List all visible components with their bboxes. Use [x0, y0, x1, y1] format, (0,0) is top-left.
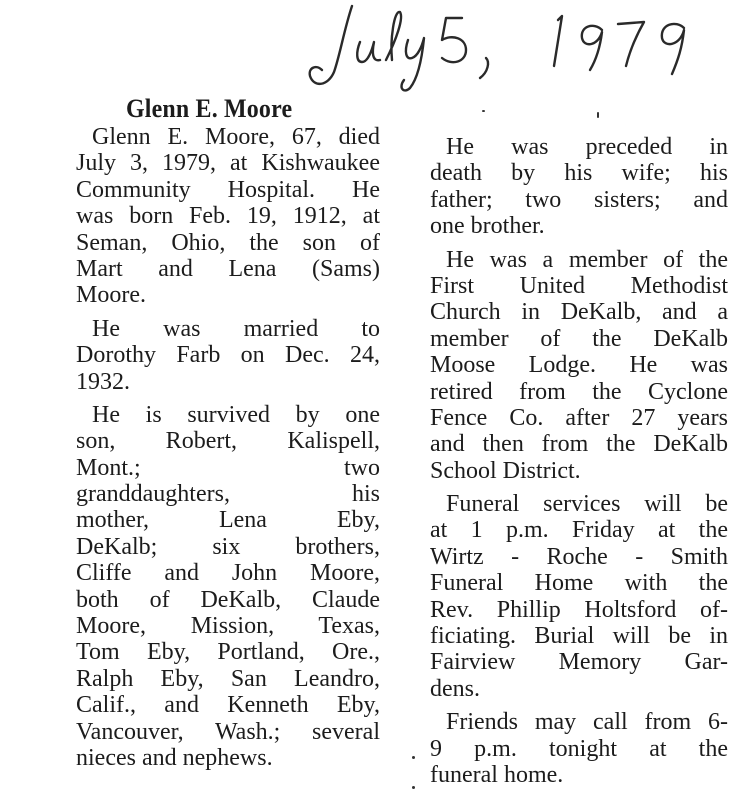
- text-line: Moore.: [76, 282, 146, 309]
- text-line: Ralph Eby, San Leandro,: [76, 665, 380, 692]
- text-line: DeKalb; six brothers,: [76, 533, 380, 560]
- text-line: member of the DeKalb: [430, 325, 728, 352]
- text-line: both of DeKalb, Claude: [76, 586, 380, 613]
- text-line: He was a member of the: [446, 246, 728, 273]
- text-line: and then from the DeKalb: [430, 431, 728, 458]
- text-line: son, Robert, Kalispell,: [76, 428, 380, 455]
- text-line: Moose Lodge. He was: [430, 352, 728, 379]
- paragraph-gap: [430, 484, 728, 491]
- text-line: funeral home.: [430, 761, 564, 788]
- text-line: 9 p.m. tonight at the: [430, 735, 728, 762]
- text-line: Cliffe and John Moore,: [76, 560, 380, 587]
- text-line: Fence Co. after 27 years: [430, 404, 728, 431]
- text-line: 1932.: [76, 368, 130, 395]
- text-line: Calif., and Kenneth Eby,: [76, 692, 380, 719]
- handwritten-date-drawing: [300, 0, 740, 100]
- text-line: Moore, Mission, Texas,: [76, 613, 380, 640]
- print-speck: [482, 110, 485, 112]
- print-speck: [412, 786, 415, 789]
- text-line: Dorothy Farb on Dec. 24,: [76, 342, 380, 369]
- handwritten-date: [300, 0, 740, 100]
- paragraph-gap: [430, 240, 728, 247]
- text-line: dens.: [430, 675, 480, 702]
- paragraph: [430, 709, 728, 788]
- text-line: Glenn E. Moore, 67, died: [92, 124, 380, 150]
- print-speck: [412, 756, 415, 759]
- text-line: School District.: [430, 457, 581, 484]
- text-line: father; two sisters; and: [430, 186, 728, 213]
- text-line: He was preceded in: [446, 134, 728, 160]
- text-line: Mont.; two: [76, 454, 380, 481]
- text-line: Community Hospital. He: [76, 176, 380, 203]
- text-line: Wirtz - Roche - Smith: [430, 543, 728, 570]
- text-line: Church in DeKalb, and a: [430, 299, 728, 326]
- paragraph-gap: [76, 395, 380, 402]
- print-speck: [597, 112, 599, 118]
- text-line: death by his wife; his: [430, 160, 728, 187]
- paragraph: [430, 247, 728, 485]
- text-line: He is survived by one: [92, 401, 380, 428]
- text-line: retired from the Cyclone: [430, 378, 728, 405]
- left-column: [76, 124, 380, 771]
- text-line: Fairview Memory Gar-: [430, 649, 728, 676]
- right-column: [430, 134, 728, 788]
- paragraph: [76, 402, 380, 771]
- text-line: Rev. Phillip Holtsford of-: [430, 596, 728, 623]
- obituary-headline: Glenn E. Moore: [126, 94, 293, 123]
- text-line: Friends may call from 6-: [446, 709, 728, 736]
- text-line: ficiating. Burial will be in: [430, 623, 728, 650]
- text-line: Mart and Lena (Sams): [76, 255, 380, 282]
- paragraph-gap: [430, 702, 728, 709]
- text-line: Vancouver, Wash.; several: [76, 718, 380, 745]
- text-line: at 1 p.m. Friday at the: [430, 517, 728, 544]
- text-line: one brother.: [430, 213, 545, 240]
- text-line: Funeral services will be: [446, 491, 728, 518]
- paragraph-gap: [76, 309, 380, 316]
- text-line: Funeral Home with the: [430, 570, 728, 597]
- paragraph: [430, 134, 728, 240]
- text-line: mother, Lena Eby,: [76, 507, 380, 534]
- text-line: was born Feb. 19, 1912, at: [76, 203, 380, 230]
- text-line: granddaughters, his: [76, 481, 380, 508]
- text-line: July 3, 1979, at Kishwaukee: [76, 150, 380, 177]
- paragraph: [76, 124, 380, 309]
- text-line: He was married to: [92, 315, 380, 342]
- text-line: Seman, Ohio, the son of: [76, 229, 380, 256]
- text-line: First United Methodist: [430, 272, 728, 299]
- paragraph: [430, 491, 728, 702]
- text-line: nieces and nephews.: [76, 744, 273, 771]
- paragraph: [76, 316, 380, 395]
- text-line: Tom Eby, Portland, Ore.,: [76, 639, 380, 666]
